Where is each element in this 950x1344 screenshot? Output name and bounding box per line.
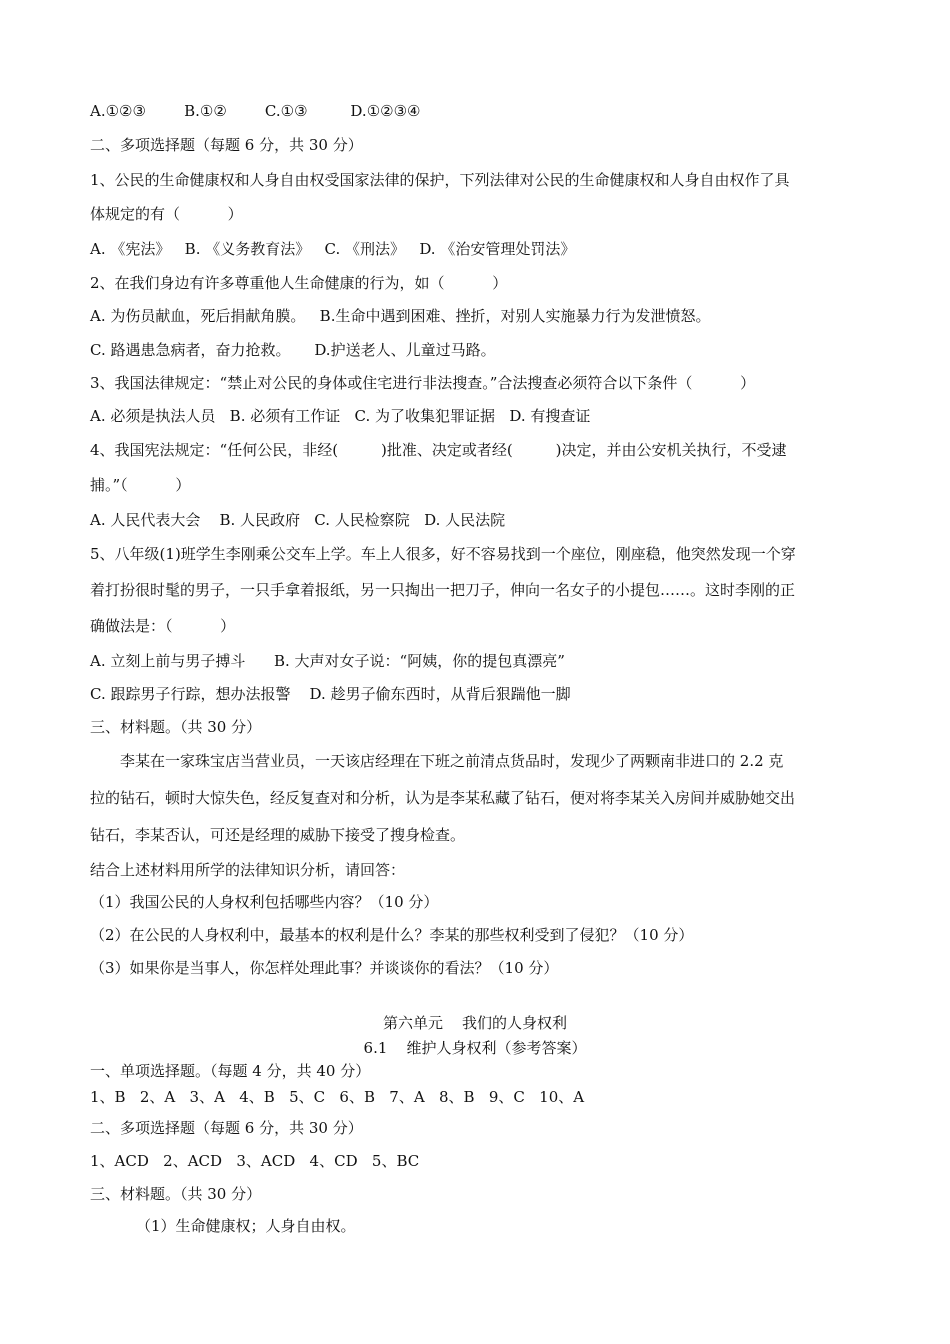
question-text: 着打扮很时髦的男子，一只手拿着报纸，另一只掏出一把刀子，伸向一名女子的小提包……。这时李刚的正: [90, 581, 796, 599]
section-heading: 二、多项选择题（每题 6 分，共 30 分）: [90, 1119, 363, 1137]
question-text: 4、我国宪法规定：“任何公民，非经( )批准、决定或者经( )决定，并由公安机关执行，不受逮: [90, 441, 787, 459]
question-text: 体规定的有（ ）: [90, 205, 243, 223]
answer-title: 6.1 维护人身权利（参考答案）: [363, 1039, 587, 1057]
options-line: A.①②③ B.①② C.①③ D.①②③④: [90, 102, 421, 120]
section-heading: 一、单项选择题。（每题 4 分，共 40 分）: [90, 1062, 371, 1080]
section-heading: 三、材料题。（共 30 分）: [90, 718, 262, 736]
sub-question: （3）如果你是当事人，你怎样处理此事？并谈谈你的看法？（10 分）: [90, 959, 559, 977]
instruction-text: 结合上述材料用所学的法律知识分析，请回答：: [90, 861, 406, 879]
options-line: A. 为伤员献血，死后捐献角膜。 B.生命中遇到困难、挫折，对别人实施暴力行为发泄愤怒。: [90, 307, 711, 325]
sub-question: （1）我国公民的人身权利包括哪些内容？（10 分）: [90, 893, 439, 911]
question-text: 3、我国法律规定：“禁止对公民的身体或住宅进行非法搜查。”合法搜查必须符合以下条件（ ）: [90, 374, 756, 392]
options-line: C. 跟踪男子行踪，想办法报警 D. 趁男子偷东西时，从背后狠踹他一脚: [90, 685, 571, 703]
answer-line: 1、B 2、A 3、A 4、B 5、C 6、B 7、A 8、B 9、C 10、A: [90, 1088, 585, 1106]
material-paragraph: 李某在一家珠宝店当营业员，一天该店经理在下班之前清点货品时，发现少了两颗南非进口的 2.2 克: [120, 752, 784, 770]
material-paragraph: 拉的钻石，顿时大惊失色，经反复查对和分析，认为是李某私藏了钻石，便对将李某关入房间并威胁她交出: [90, 789, 796, 807]
question-text: 确做法是：（ ）: [90, 617, 236, 635]
question-text: 2、在我们身边有许多尊重他人生命健康的行为，如（ ）: [90, 274, 508, 292]
question-text: 捕。”（ ）: [90, 476, 191, 494]
options-line: A. 必须是执法人员 B. 必须有工作证 C. 为了收集犯罪证据 D. 有搜查证: [90, 407, 591, 425]
section-heading: 三、材料题。（共 30 分）: [90, 1185, 262, 1203]
answer-line: 1、ACD 2、ACD 3、ACD 4、CD 5、BC: [90, 1152, 420, 1170]
answer-line: （1）生命健康权；人身自由权。: [136, 1217, 356, 1235]
sub-question: （2）在公民的人身权利中，最基本的权利是什么？李某的那些权利受到了侵犯？（10 分）: [90, 926, 694, 944]
question-text: 1、公民的生命健康权和人身自由权受国家法律的保护，下列法律对公民的生命健康权和人身自由权作了具: [90, 171, 790, 189]
options-line: C. 路遇患急病者，奋力抢救。 D.护送老人、儿童过马路。: [90, 341, 496, 359]
question-text: 5、八年级(1)班学生李刚乘公交车上学。车上人很多，好不容易找到一个座位，刚座稳，他突然发现一个穿: [90, 545, 796, 563]
material-paragraph: 钻石，李某否认，可还是经理的威胁下接受了搜身检查。: [90, 826, 466, 844]
options-line: A. 立刻上前与男子搏斗 B. 大声对女子说：“阿姨，你的提包真漂亮”: [90, 652, 565, 670]
unit-title: 第六单元 我们的人身权利: [382, 1014, 568, 1032]
options-line: A. 人民代表大会 B. 人民政府 C. 人民检察院 D. 人民法院: [90, 511, 506, 529]
options-line: A. 《宪法》 B. 《义务教育法》 C. 《刑法》 D. 《治安管理处罚法》: [90, 240, 576, 258]
section-heading: 二、多项选择题（每题 6 分，共 30 分）: [90, 136, 363, 154]
